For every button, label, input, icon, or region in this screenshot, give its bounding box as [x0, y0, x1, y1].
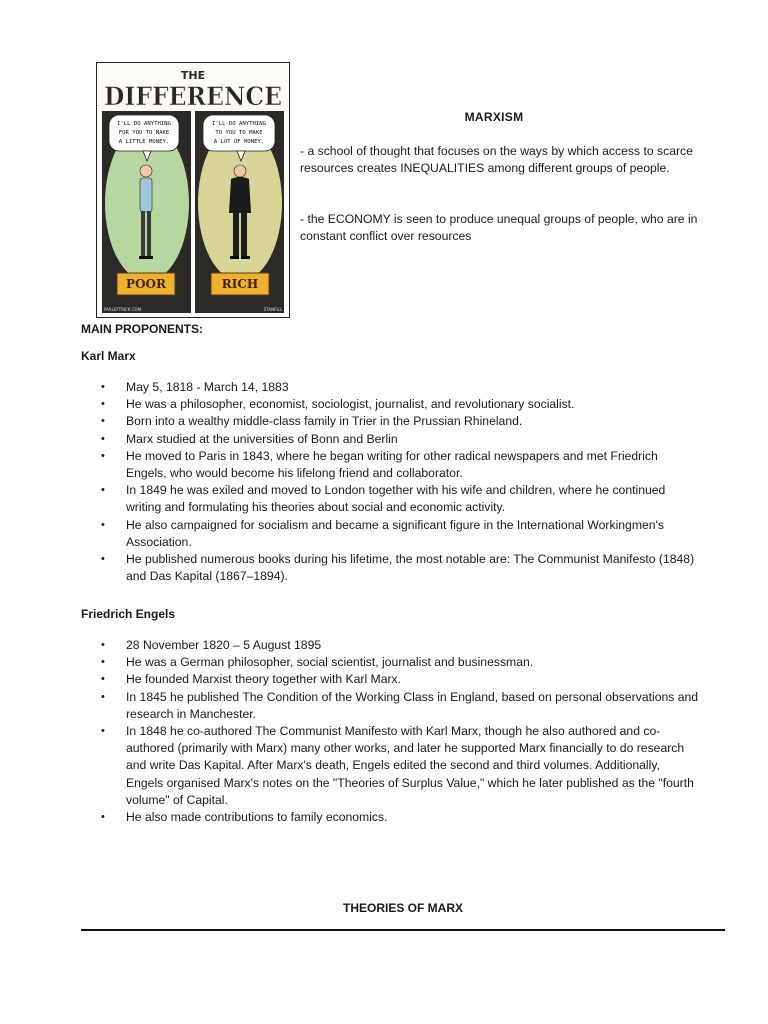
rich-label: RICH: [221, 277, 259, 291]
difference-cartoon-image: [96, 62, 290, 318]
list-item: • May 5, 1818 - March 14, 1883: [100, 379, 700, 396]
theories-of-marx-heading: THEORIES OF MARX: [342, 901, 463, 915]
rich-bubble-line-2: TO YOU TO MAKE: [215, 130, 263, 136]
list-item: • He was a German philosopher, social scientist, journalist and businessman.: [100, 654, 700, 671]
list-item: • In 1845 he published The Condition of the Working Class in England, based on personal observations and research in Manchester.: [100, 689, 700, 723]
cartoon-title-main: DIFFERENCE: [104, 82, 282, 111]
list-item: • He also made contributions to family economics.: [100, 809, 700, 826]
poor-bubble-line-2: FOR YOU TO MAKE: [118, 130, 170, 136]
poor-label: POOR: [126, 277, 166, 291]
list-item: • He founded Marxist theory together with Karl Marx.: [100, 671, 700, 688]
poor-bubble-line-3: A LITTLE MONEY.: [118, 139, 170, 145]
karl-marx-bullet-list: [100, 379, 700, 585]
main-proponents-heading: MAIN PROPONENTS:: [81, 322, 204, 336]
rich-bubble-line-1: I'LL DO ANYTHING: [212, 121, 266, 127]
list-item: • Born into a wealthy middle-class family in Trier in the Prussian Rhineland.: [100, 413, 700, 430]
list-item: • He published numerous books during his lifetime, the most notable are: The Communist Manifesto (1848) and Das Kapital (1867–1894).: [100, 551, 700, 585]
definition-1: - a school of thought that focuses on the ways by which access to scarce resources creates INEQUALITIES among different groups of people.: [300, 144, 693, 175]
list-item: • He was a philosopher, economist, sociologist, journalist, and revolutionary socialist.: [100, 396, 700, 413]
cartoon-title-top: THE: [180, 69, 206, 82]
list-item: • He also campaigned for socialism and became a significant figure in the International Workingmen's Association.: [100, 517, 700, 551]
cartoon-credit-right: STANFILL: [263, 307, 282, 312]
list-item: • 28 November 1820 – 5 August 1895: [100, 637, 700, 654]
list-item: • In 1848 he co-authored The Communist Manifesto with Karl Marx, though he also authored and co-authored (primarily with Marx) many other works, and later he supported Marx financially to do research and write Das Kapital. After Marx's death, Engels edited the second and third volumes. Additionally, Engels organised Marx's notes on the "Theories of Surplus Value," which he later published as the "fourth volume" of Capital.: [100, 723, 700, 809]
list-item: • In 1849 he was exiled and moved to London together with his wife and children, where he continued writing and formulating his theories about social and economic activity.: [100, 482, 700, 516]
rich-bubble-line-3: A LOT OF MONEY.: [213, 139, 265, 145]
list-item: • Marx studied at the universities of Bonn and Berlin: [100, 431, 700, 448]
section-divider: [81, 929, 725, 931]
friedrich-engels-heading: Friedrich Engels: [81, 607, 176, 621]
definition-2: - the ECONOMY is seen to produce unequal groups of people, who are in constant conflict over resources: [300, 212, 698, 243]
friedrich-engels-bullet-list: [100, 637, 700, 826]
list-item: • He moved to Paris in 1843, where he began writing for other radical newspapers and met Friedrich Engels, who would become his lifelong friend and collaborator.: [100, 448, 700, 482]
poor-bubble-line-1: I'LL DO ANYTHING: [117, 121, 171, 127]
cartoon-credit-left: PARLEFTRICK.COM: [104, 307, 142, 312]
page-title: MARXISM: [464, 110, 524, 124]
karl-marx-heading: Karl Marx: [81, 349, 136, 363]
